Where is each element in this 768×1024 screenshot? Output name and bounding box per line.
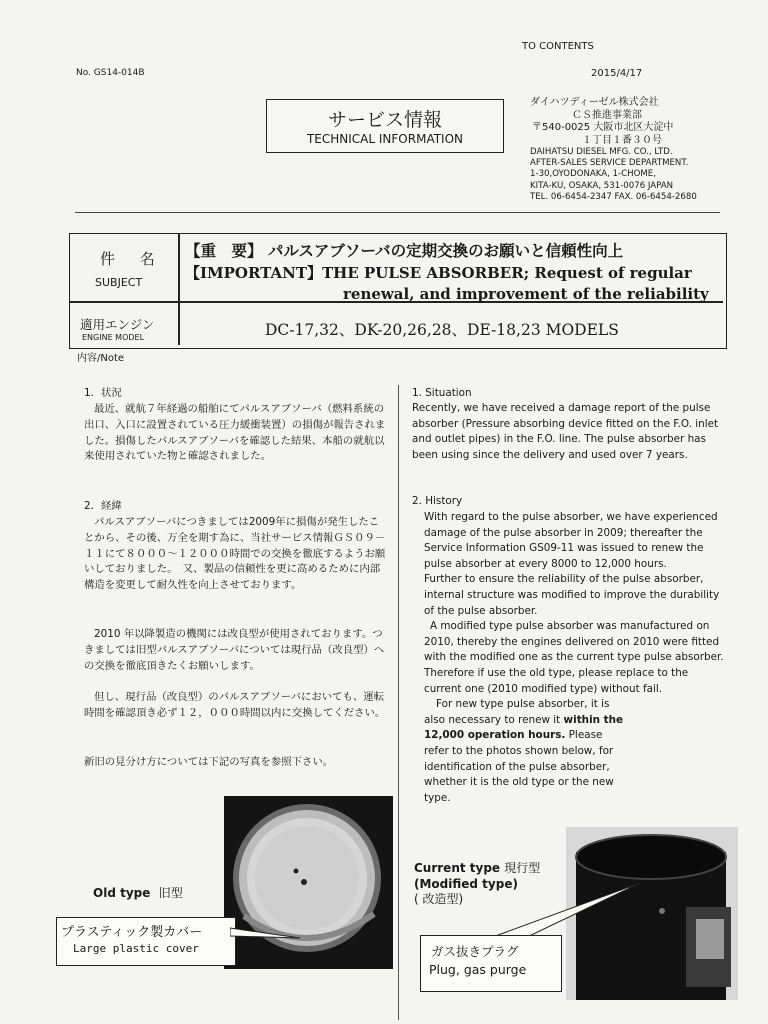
jp-section-2-body: パルスアブソーバにつきましては2009年に損傷が発生したことから、その後、万全を期す為に、当社サービス情報ＧＳ０９－１１にて８０００～１２０００時間での交換を徹底するようお願いしておりました。 又、製品の信頼性を更に高めるために内部構造を変更して耐久性を向上させております。 (84, 516, 386, 592)
engine-label-japanese: 適用エンジン (80, 317, 155, 332)
en-paragraph: With regard to the pulse absorber, we have experienced damage of the pulse absorber in 2009; thereafter the Service Information GS09-11 was issued to renew the pulse absorber at every 8000 to 12,000 hours. (424, 511, 718, 570)
company-line: AFTER-SALES SERVICE DEPARTMENT. (530, 158, 689, 169)
to-contents-link[interactable]: TO CONTENTS (522, 41, 594, 52)
current-type-label-line: ( 改造型) (414, 892, 464, 906)
old-callout-japanese: プラスティック製カバー (61, 925, 203, 940)
company-address (530, 97, 697, 203)
current-type-label-jp: 現行型 (504, 861, 541, 875)
subject-label-japanese: 件 名 (100, 250, 165, 268)
subject-english-line-2: renewal, and improvement of the reliability (343, 285, 709, 303)
en-paragraph: A modified type pulse absorber was manufactured on 2010, thereby the engines delivered on 2010 were fitted with the modified one as the current type pulse absorber. Therefore if use the old type, please replace to the current one (2010 modified type) without fail. (424, 620, 724, 695)
old-type-label-jp: 旧型 (158, 886, 183, 900)
company-line: ＣＳ推進事業部 (572, 109, 642, 121)
document-number: No. GS14-014B (76, 68, 145, 78)
company-line: ダイハツディーゼル株式会社 (530, 97, 659, 108)
old-type-label-en: Old type (93, 886, 151, 900)
engine-models: DC-17,32、DK-20,26,28、DE-18,23 MODELS (265, 321, 619, 339)
jp-section-2-body: 但し、現行品（改良型）のパルスアブソーバにおいても、運転時間を確認頂き必ず１２，０００時間以内に交換してください。 (84, 691, 386, 719)
subject-label-english: SUBJECT (95, 276, 143, 289)
header-rule (75, 212, 720, 213)
subject-english-line-1: 【IMPORTANT】THE PULSE ABSORBER; Request of regular (185, 264, 692, 282)
title-japanese: サービス情報 (327, 109, 442, 131)
en-section-1-body: Recently, we have received a damage report of the pulse absorber (Pressure absorbing device fitted on the F.O. inlet and outlet pipes) in the F.O. line. The pulse absorber has been using since the delivery and used over 7 years. (412, 402, 719, 461)
current-callout-english: Plug, gas purge (429, 962, 527, 977)
company-line: 〒540-0025 大阪市北区大淀中 (532, 122, 674, 133)
subject-japanese: 【重 要】 パルスアブソーバの定期交換のお願いと信頼性向上 (185, 241, 624, 260)
column-divider (398, 385, 399, 1020)
current-type-callout (420, 935, 562, 992)
en-section-2-body (424, 510, 724, 806)
en-paragraph (424, 697, 624, 806)
jp-section-1-heading: 1．状況 (84, 387, 122, 399)
jp-section-2-heading: 2．経緯 (84, 500, 122, 512)
old-type-label (93, 884, 183, 901)
current-type-label-en: Current type (414, 861, 501, 875)
company-line: KITA-KU, OSAKA, 531-0076 JAPAN (530, 180, 674, 191)
table-divider (178, 234, 180, 345)
en-section-1-heading: 1. Situation (412, 387, 472, 399)
en-text: For new type pulse absorber, it is also necessary to renew it (424, 698, 610, 726)
engine-label-english: ENGINE MODEL (82, 333, 145, 342)
jp-section-1-body: 最近、就航７年経過の船舶にてパルスアブソーバ（燃料系統の出口、入口に設置されている圧力緩衝装置）の損傷が報告されました。損傷したパルスアブソーバを確認した結果、本船の就航以来使用されていた物と確認されました。 (84, 403, 386, 463)
en-section-2-heading: 2. History (412, 495, 463, 507)
title-box (266, 99, 504, 153)
current-type-label-line: (Modified type) (414, 876, 518, 891)
old-type-callout (56, 917, 236, 966)
company-line: 1-30,OYODONAKA, 1-CHOME, (530, 169, 656, 180)
jp-section-2-body: 新旧の見分け方については下記の写真を参照下さい。 (84, 756, 334, 768)
company-line: TEL. 06-6454-2347 FAX. 06-6454-2680 (530, 191, 697, 202)
en-paragraph: Further to ensure the reliability of the pulse absorber, internal structure was modified to improve the durability of the pulse absorber. (424, 573, 720, 617)
title-english: TECHNICAL INFORMATION (306, 132, 464, 146)
document-date: 2015/4/17 (591, 68, 643, 79)
old-callout-pointer (230, 918, 305, 948)
old-callout-english: Large plastic cover (73, 942, 199, 955)
en-text: Please refer to the photos shown below, for identification of the pulse absorber, whether it is the old type or the new type. (424, 729, 614, 804)
jp-section-2-body: 2010 年以降製造の機関には改良型が使用されております。つきましては旧型パルスアブソーバについては現行品（改良型）への交換を徹底頂きたくお願いします。 (84, 628, 385, 672)
note-label: 内容/Note (77, 353, 125, 364)
current-callout-japanese: ガス抜きプラグ (431, 944, 519, 959)
company-line: １丁目１番３０号 (582, 134, 662, 146)
en-bold-text: within the 12,000 operation hours. (424, 713, 624, 742)
company-line: DAIHATSU DIESEL MFG. CO., LTD. (530, 147, 673, 157)
